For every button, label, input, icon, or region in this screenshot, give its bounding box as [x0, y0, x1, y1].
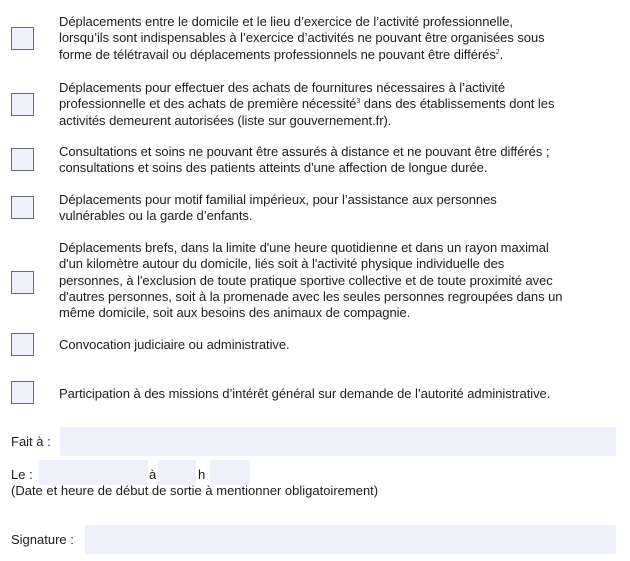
reason-purchases-line-3: activités demeurent autorisées (liste sur gouvernement.fr).: [59, 112, 392, 128]
checkbox-reason-purchases[interactable]: [11, 93, 34, 116]
reason-general-interest-line-1: Participation à des missions d’intérêt général sur demande de l’autorité administrative.: [59, 386, 551, 401]
le-label: Le :: [11, 467, 33, 482]
checkbox-reason-health[interactable]: [11, 148, 34, 171]
reason-health-text: [59, 144, 621, 177]
footnote-2: 2: [495, 48, 500, 56]
reason-exercise-line-3: personnes, à l'exclusion de toute pratique sportive collective et de toute proximité avec: [59, 272, 553, 288]
fait-a-input[interactable]: [60, 427, 616, 456]
reason-general-interest-text: [59, 386, 621, 402]
reason-purchases-text: [59, 80, 621, 129]
reason-purchases-line-2: [59, 96, 621, 112]
checkbox-reason-family[interactable]: [11, 196, 34, 219]
reason-judicial-line-1: Convocation judiciaire ou administrative.: [59, 337, 290, 352]
fait-a-label: Fait à :: [11, 434, 51, 449]
checkbox-reason-exercise[interactable]: [11, 271, 34, 294]
reason-health-line-2: consultations et soins des patients atteints d'une affection de longue durée.: [59, 160, 488, 176]
signature-label: Signature :: [11, 532, 74, 547]
hour-input[interactable]: [158, 460, 196, 485]
reason-health-line-1: Consultations et soins ne pouvant être assurés à distance et ne pouvant être différés ;: [59, 144, 550, 159]
checkbox-reason-work[interactable]: [11, 27, 34, 50]
reason-purchases-line-2-before: professionnelle et des achats de première nécessité: [59, 96, 357, 112]
checkbox-reason-judicial[interactable]: [11, 333, 34, 356]
reason-family-line-2: vulnérables ou la garde d’enfants.: [59, 208, 253, 224]
reason-work-line-3-suffix: .: [499, 46, 504, 62]
reason-work-line-3-text: forme de télétravail ou déplacements professionnels ne pouvant être différés: [59, 46, 496, 62]
minute-input[interactable]: [210, 460, 250, 485]
reason-exercise-line-2: d'un kilomètre autour du domicile, liés soit à l'activité physique individuelle des: [59, 256, 505, 272]
h-label: h: [198, 467, 206, 482]
signature-field[interactable]: [85, 525, 616, 554]
reason-exercise-line-1: Déplacements brefs, dans la limite d'une heure quotidienne et dans un rayon maximal: [59, 240, 549, 255]
reason-family-line-1: Déplacements pour motif familial impérieux, pour l’assistance aux personnes: [59, 192, 497, 207]
reason-work-line-3: [59, 47, 621, 63]
checkbox-reason-general-interest[interactable]: [11, 381, 34, 404]
reason-purchases-line-2-after: dans des établissements dont les: [360, 96, 555, 112]
reason-work-line-2: lorsqu’ils sont indispensables à l’exercice d’activités ne pouvant être organisées sous: [59, 30, 545, 46]
a-label: à: [149, 467, 157, 482]
reason-work-text: [59, 14, 621, 63]
reason-exercise-line-5: même domicile, soit aux besoins des animaux de compagnie.: [59, 305, 411, 321]
reason-exercise-text: [59, 240, 621, 321]
reason-purchases-line-1: Déplacements pour effectuer des achats de fournitures nécessaires à l’activité: [59, 80, 506, 95]
date-note: (Date et heure de début de sortie à mentionner obligatoirement): [11, 483, 379, 498]
date-input[interactable]: [39, 460, 148, 485]
reason-exercise-line-4: d'autres personnes, soit à la promenade avec les seules personnes regroupées dans un: [59, 288, 563, 304]
reason-family-text: [59, 192, 621, 225]
footnote-3: 3: [356, 98, 361, 106]
reason-judicial-text: [59, 337, 621, 353]
reason-work-line-1: Déplacements entre le domicile et le lieu d’exercice de l’activité professionnelle,: [59, 14, 513, 29]
